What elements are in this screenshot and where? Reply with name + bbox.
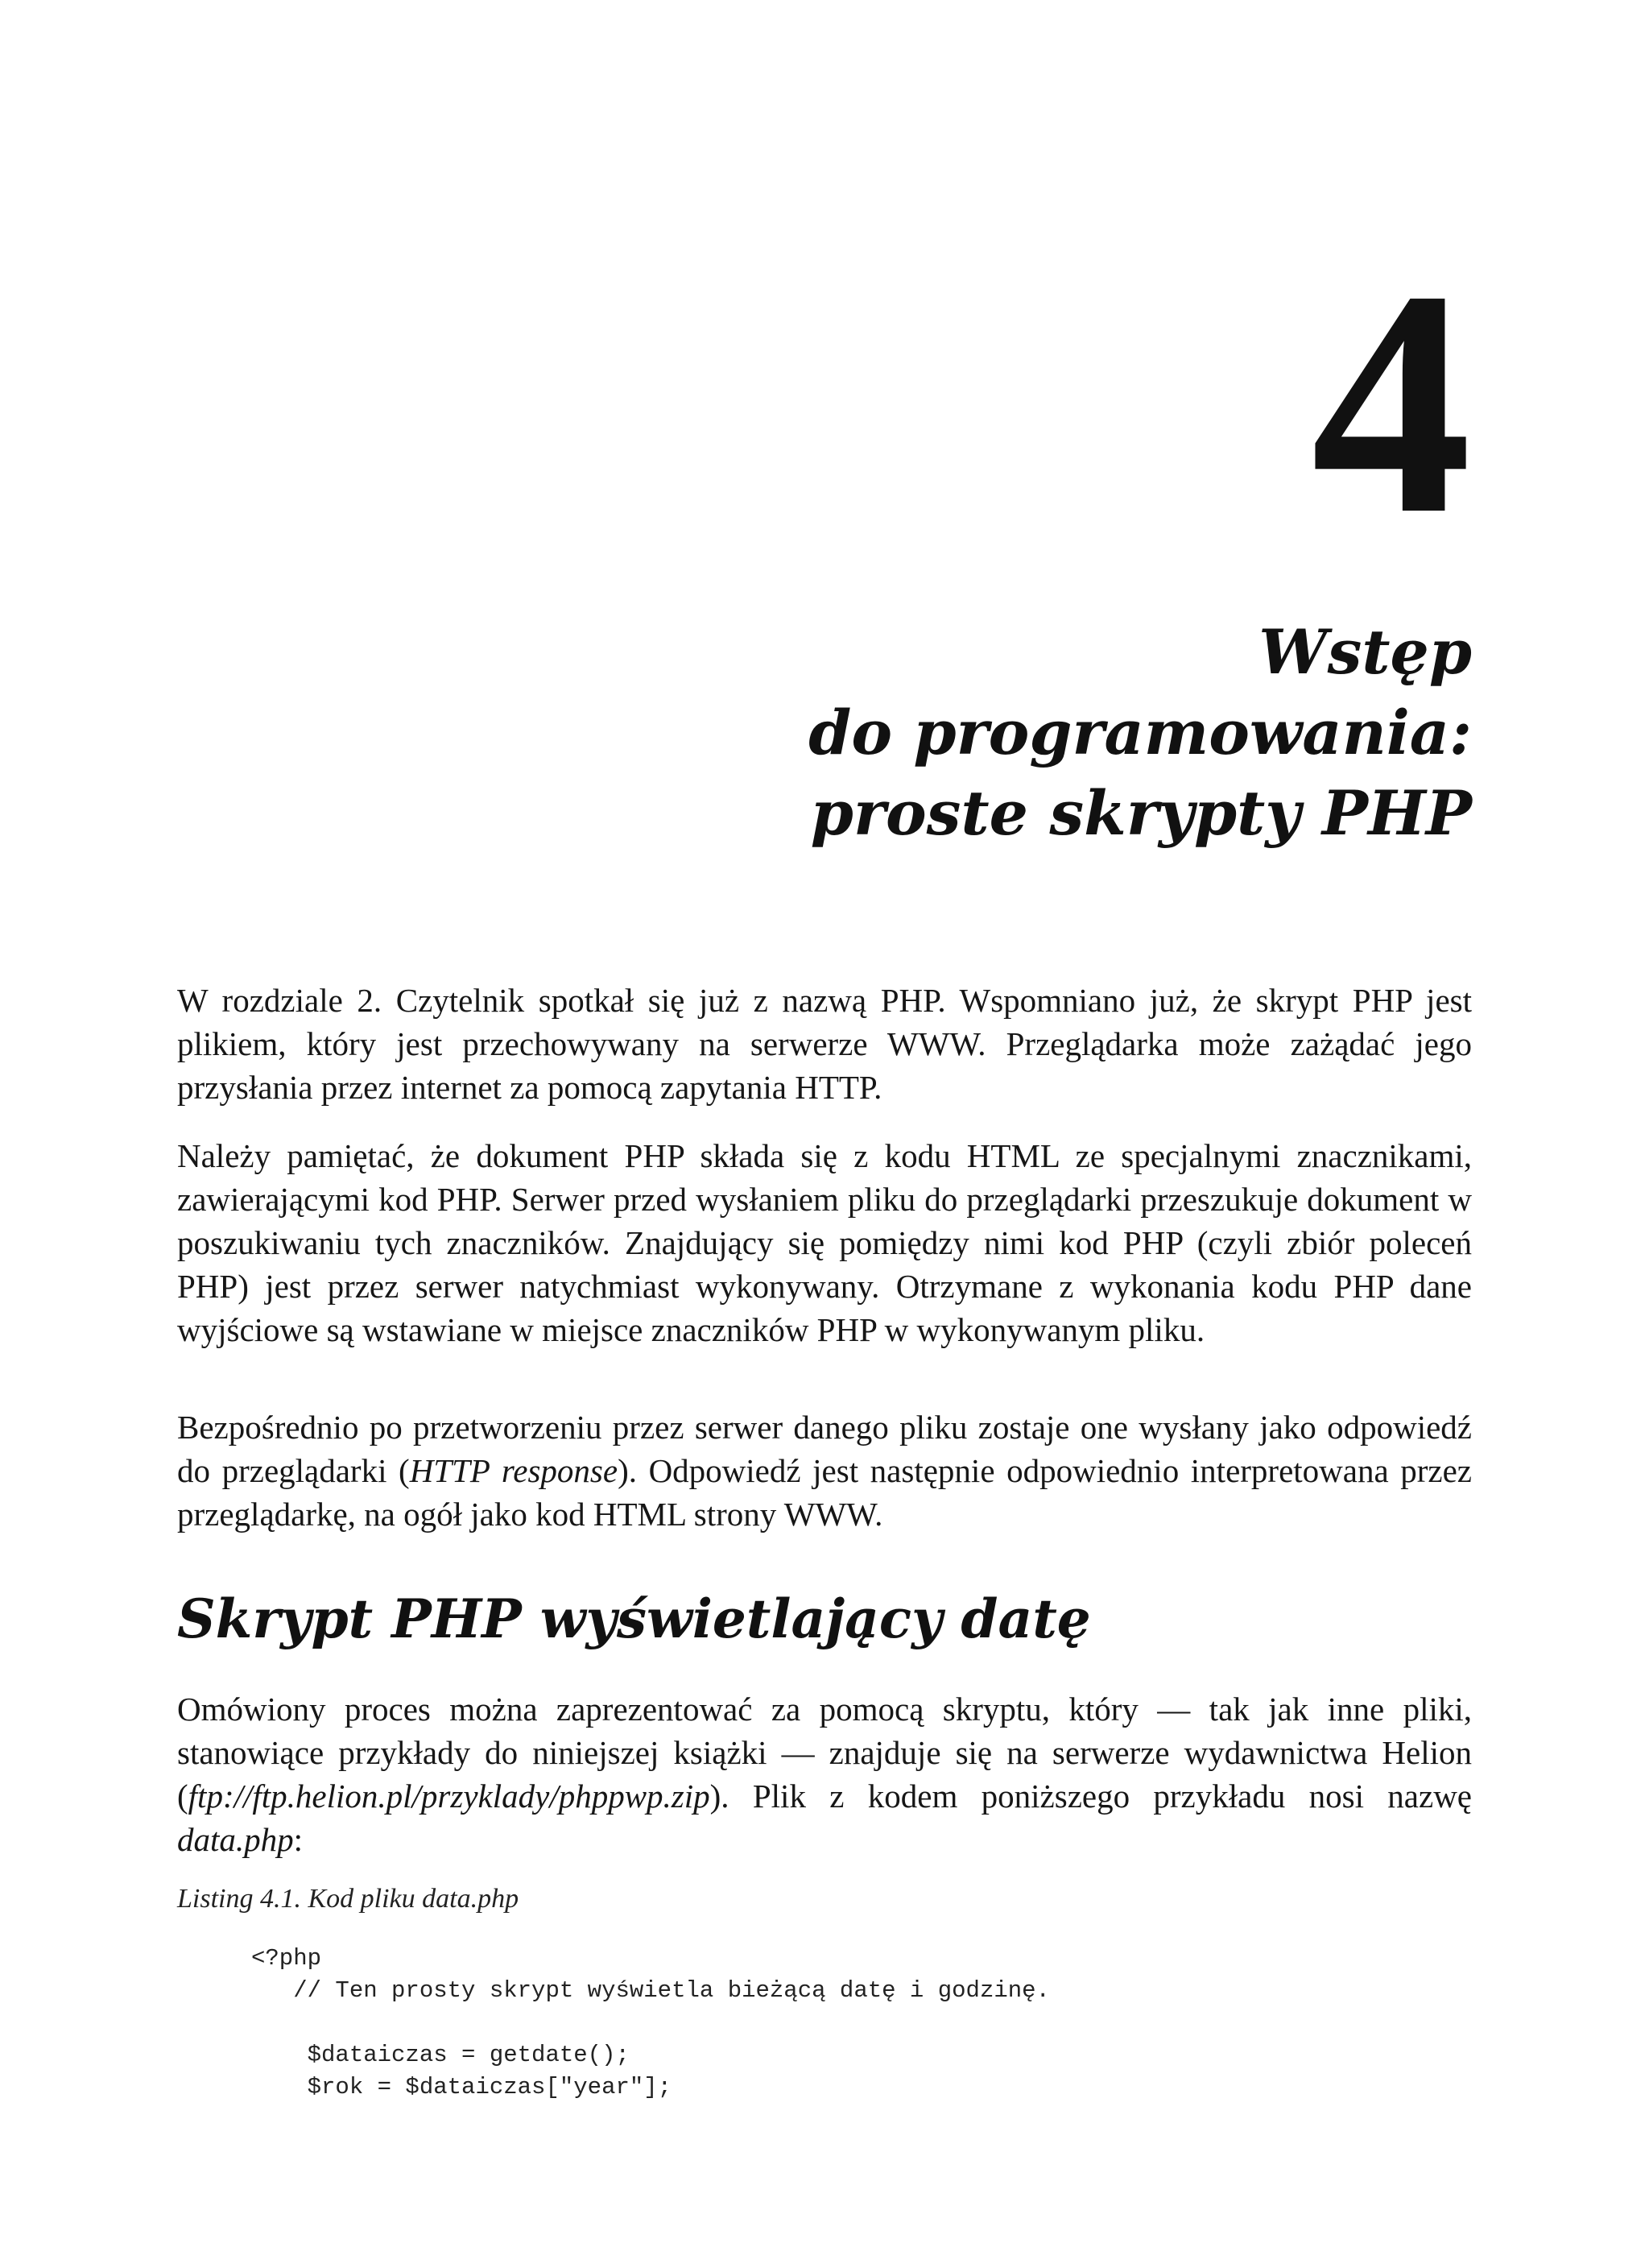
listing-caption: Listing 4.1. Kod pliku data.php (177, 1884, 519, 1914)
chapter-number: 4 (1311, 224, 1472, 581)
intro-paragraph-2: Należy pamiętać, że dokument PHP składa się z kodu HTML ze specjalnymi znacznikami, zawierającymi kod PHP. Serwer przed wysłaniem pliku do przeglądarki przeszukuje dokument w poszukiwaniu tych znaczników. Znajdujący się pomiędzy nimi kod PHP (czyli zbiór poleceń PHP) jest przez serwer natychmiast wykonywany. Otrzymane z wykonania kodu PHP dane wyjściowe są wstawiane w miejsce znaczników PHP w wykonywanym pliku. (177, 1137, 1472, 1348)
paragraph-text: Omówiony proces można zaprezentować za pomocą skryptu, który — tak jak inne pliki, stanowiące przykłady do niniejszej książki — znajduje się na serwerze wydawnictwa Helion ( (177, 1691, 1472, 1815)
intro-paragraph-3 (177, 1405, 1472, 1536)
code-line: $rok = $dataiczas["year"]; (251, 2074, 672, 2100)
code-line (251, 2007, 1050, 2039)
paragraph-text: ). Odpowiedź jest następnie odpowiednio interpretowana przez przeglądarkę, na ogół jako kod HTML strony WWW. (177, 1452, 1472, 1533)
intro-paragraph-1: W rozdziale 2. Czytelnik spotkał się już z nazwą PHP. Wspomniano już, że skrypt PHP jest plikiem, który jest przechowywany na serwerze WWW. Przeglądarka może zażądać jego przysłania przez internet za pomocą zapytania HTTP. (177, 982, 1472, 1106)
italic-term: HTTP response (409, 1452, 618, 1489)
paragraph-text: : (293, 1821, 304, 1858)
paragraph-text: Bezpośrednio po przetworzeniu przez serwer danego pliku zostaje one wysłany jako odpowiedź do przeglądarki ( (177, 1409, 1472, 1489)
paragraph-text: ). Plik z kodem poniższego przykładu nosi nazwę (709, 1778, 1472, 1815)
section-heading: Skrypt PHP wyświetlający datę (177, 1587, 1091, 1650)
chapter-title-line: proste skrypty PHP (810, 777, 1472, 849)
chapter-title-line: do programowania: (808, 697, 1472, 768)
code-line: // Ten prosty skrypt wyświetla bieżącą datę i godzinę. (251, 1977, 1050, 2004)
section-paragraph (177, 1687, 1472, 1861)
code-listing (251, 1943, 1050, 2104)
file-name: data.php (177, 1821, 294, 1858)
chapter-title (345, 612, 1472, 854)
ftp-link: ftp://ftp.helion.pl/przyklady/phppwp.zip (188, 1778, 710, 1815)
chapter-title-line: Wstęp (1258, 616, 1472, 688)
code-line: $dataiczas = getdate(); (251, 2042, 630, 2068)
code-line: <?php (251, 1945, 322, 1972)
